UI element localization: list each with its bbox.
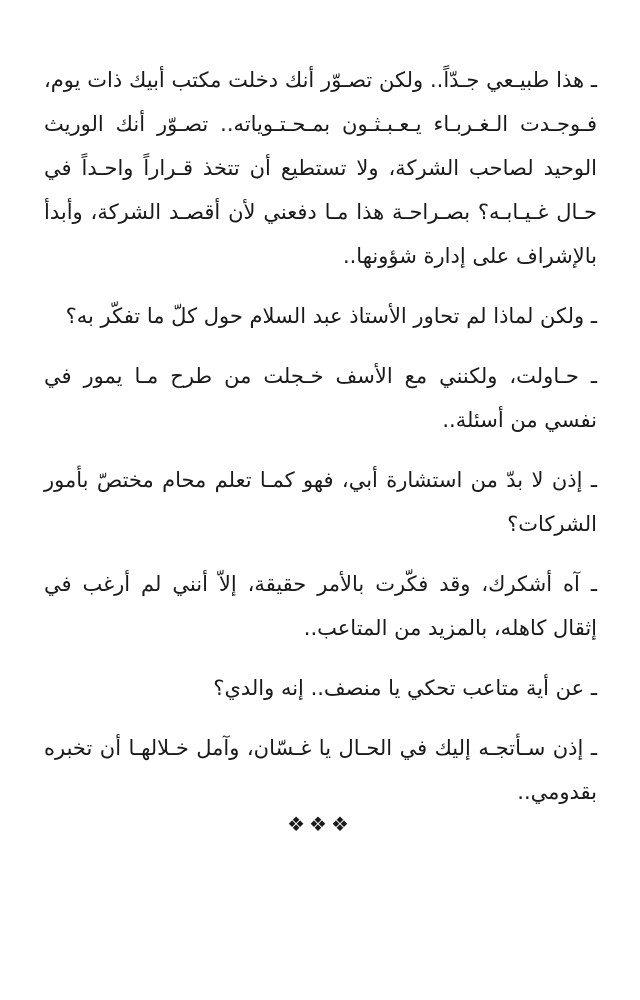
paragraph-2: ـ ولكن لماذا لم تحاور الأستاذ عبد السلام حول كلّ ما تفكّر به؟ [65,304,597,328]
paragraph-3: ـ حـاولت، ولكنني مع الأسف خـجلت من طرح مـا يمور في نفسي من أسئلة.. [44,364,597,432]
paragraph-6: ـ عن أية متاعب تحكي يا منصف.. إنه والدي؟ [213,676,597,700]
paragraph-5: ـ آه أشكرك، وقد فكّرت بالأمر حقيقة، إلاّ أنني لم أرغب في إثقال كاهله، بالمزيد من المتاعب.. [44,572,597,640]
section-divider-ornament: ❖❖❖ [287,812,353,836]
paragraph-4: ـ إذن لا بدّ من استشارة أبي، فهو كمـا تعلم محام مختصّ بأمور الشركات؟ [44,468,597,536]
paragraph-1: ـ هذا طبيـعي جـدّاً.. ولكن تصـوّر أنك دخلت مكتب أبيك ذات يوم، فـوجـدت الـغـربـاء يـعـبـثـون بمـحـتـوياته.. تصـوّر أنك الوريث الوحيد لصاحب الشركة، ولا تستطيع أن تتخذ قـراراً واحـداً في حـال غـيـابـه؟ بصـراحـة هذا مـا دفعني لأن أقصـد الشركة، وأبدأ بالإشراف على إدارة شؤونها.. [44,68,597,268]
paragraph-7: ـ إذن سـأتجـه إليك في الحـال يا غـسّان، وآمل خـلالهـا أن تخبره بقدومي.. [44,736,597,804]
page-body [44,58,597,830]
